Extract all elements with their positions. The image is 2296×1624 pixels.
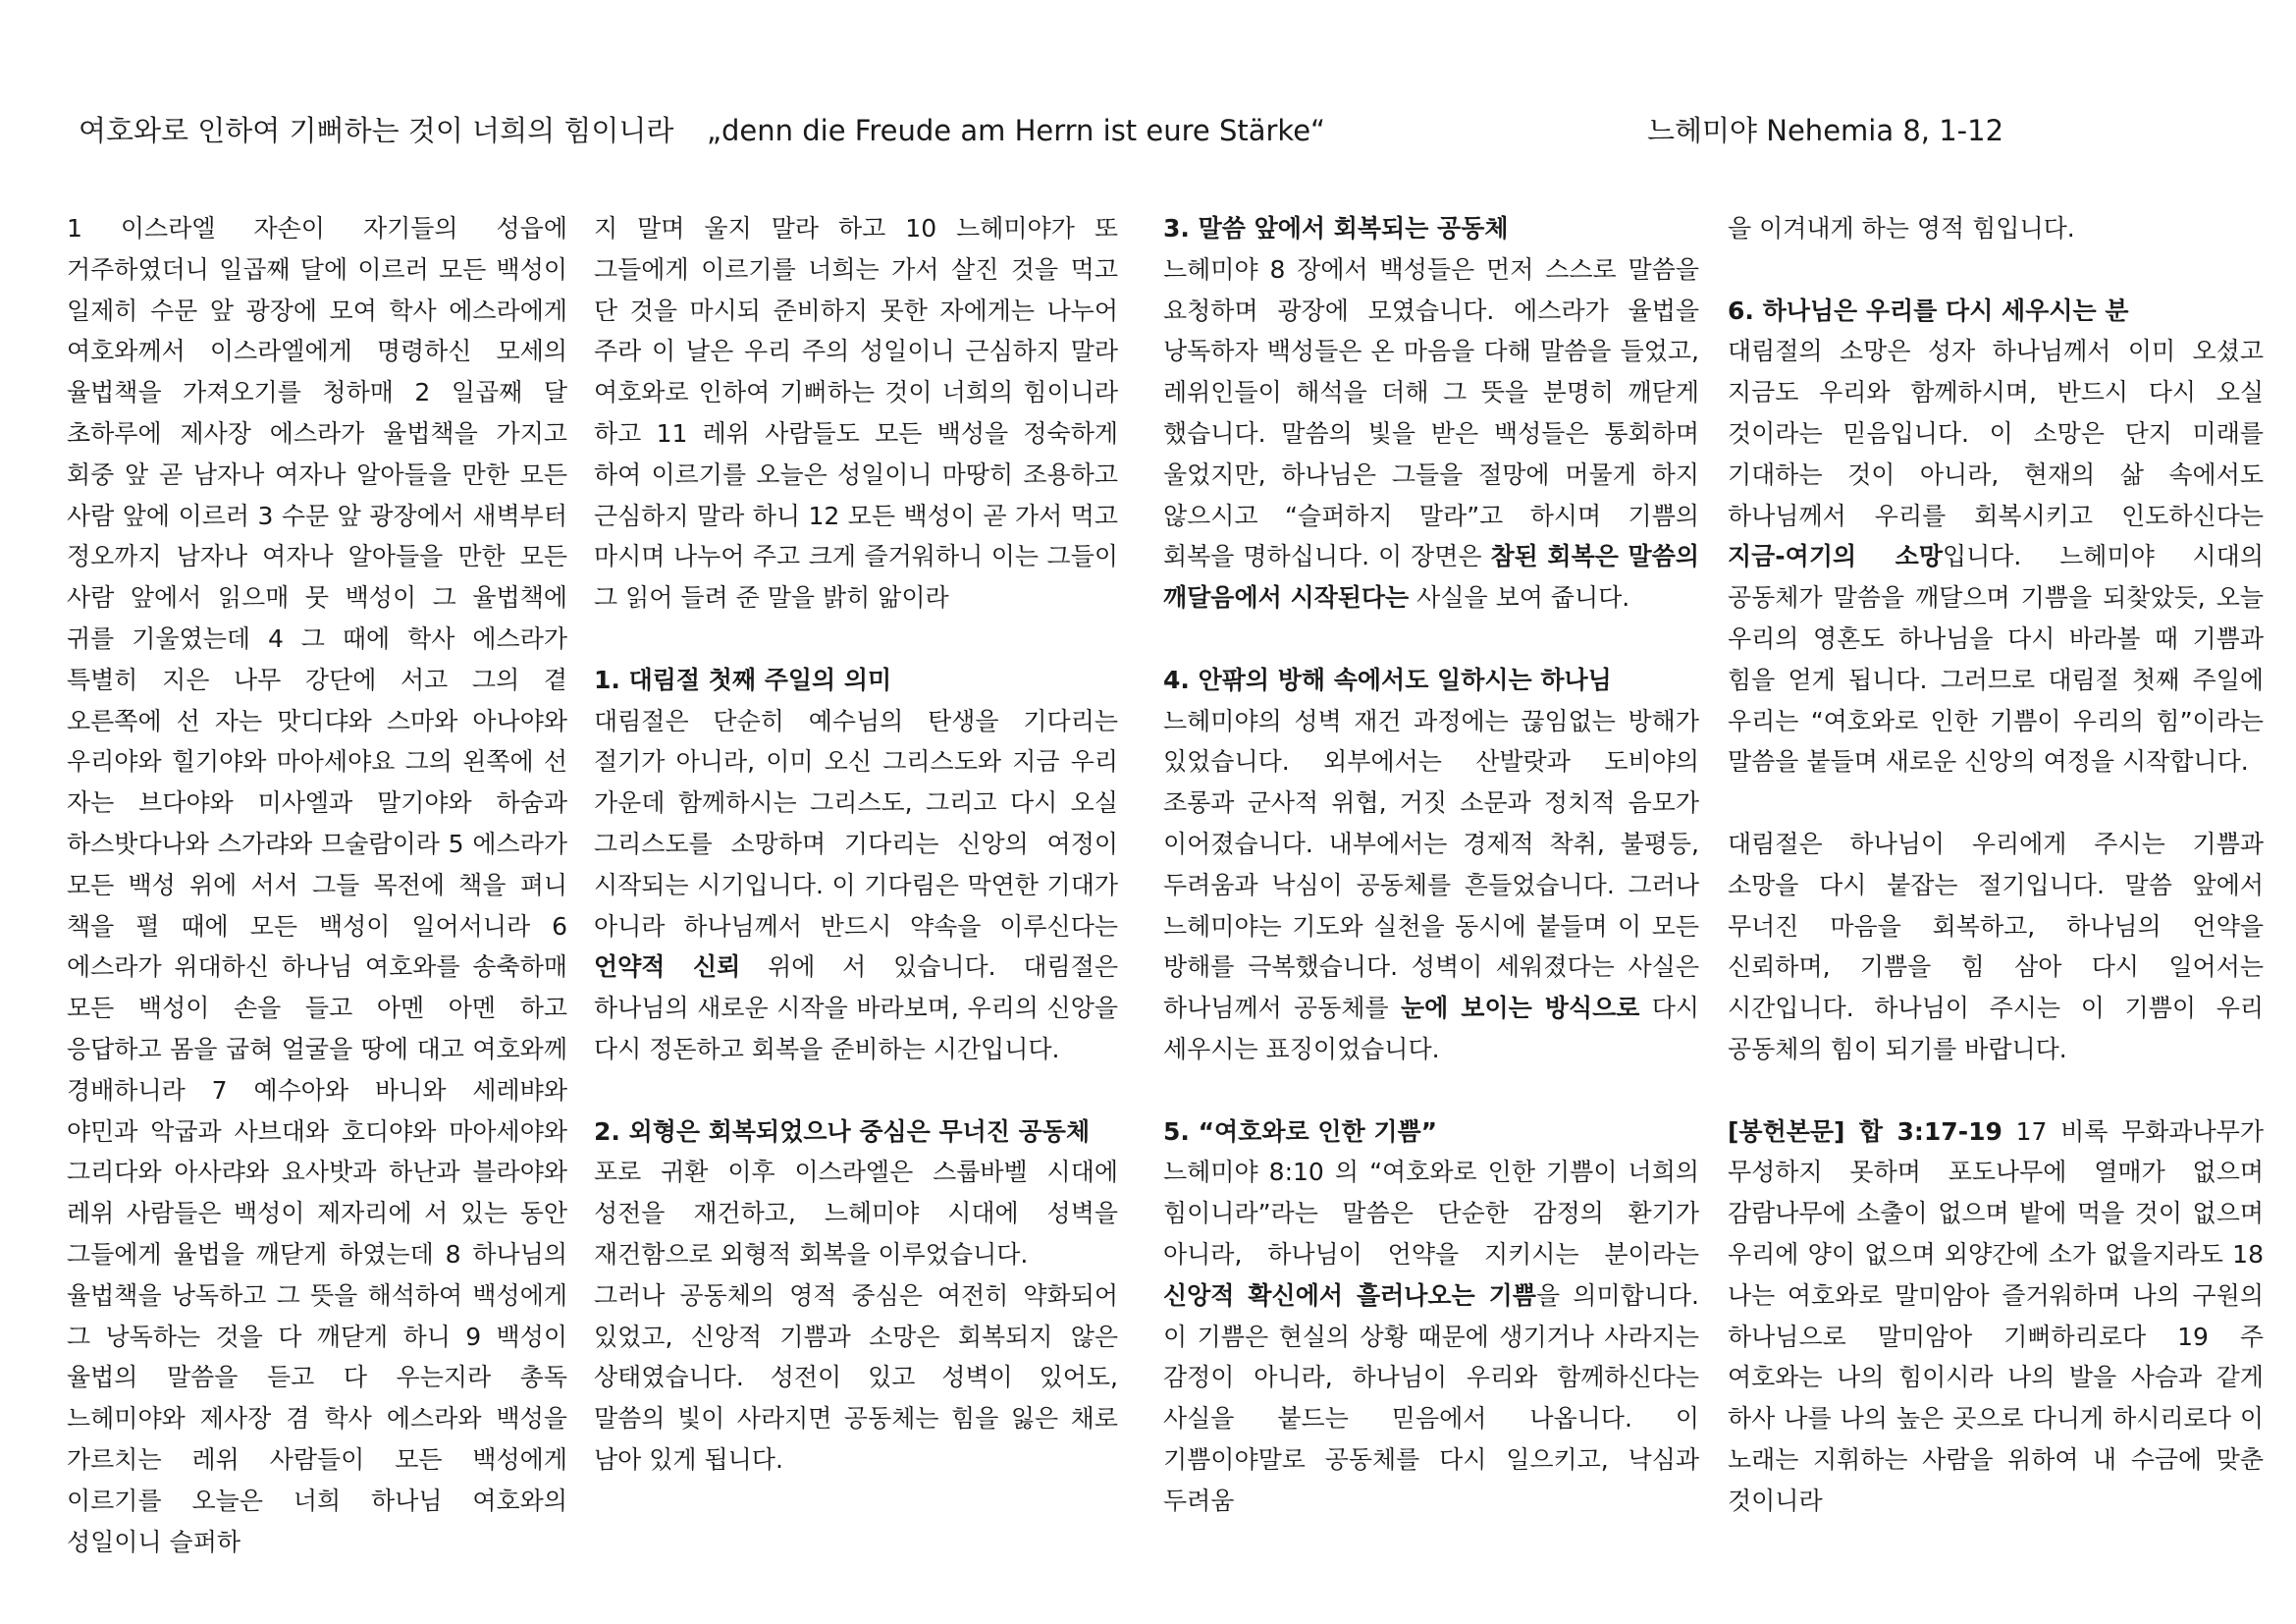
section-6-heading: 6. 하나님은 우리를 다시 세우시는 분 <box>1728 296 2129 325</box>
column-4 <box>1728 208 2264 1522</box>
section-6-emphasis: 지금-여기의 소망 <box>1728 542 1943 571</box>
section-2-body-1: 포로 귀환 이후 이스라엘은 스룹바벨 시대에 성전을 재건하고, 느헤미야 시대에 성벽을 재건함으로 외형적 회복을 이루었습니다. <box>594 1158 1118 1269</box>
section-6-body: 대림절의 소망은 성자 하나님께서 이미 오셨고 지금도 우리와 함께하시며, 반드시 다시 오실 것이라는 믿음입니다. 이 소망은 단지 미래를 기대하는 것이 아니라, 현재의 삶 속에서도 하나님께서 우리를 회복시키고 인도하신다는 지금-여기의 소망입니다. 느헤미야 시대의 공동체가 말씀을 깨달으며 기쁨을 되찾았듯, 오늘 우리의 영혼도 하나님을 다시 바라볼 때 기쁨과 힘을 얻게 됩니다. 그러므로 대림절 첫째 주일에 우리는 “여호와로 인한 기쁨이 우리의 힘”이라는 말씀을 붙들며 새로운 신앙의 여정을 시작합니다. <box>1728 337 2264 777</box>
section-4-body: 느헤미야의 성벽 재건 과정에는 끊임없는 방해가 있었습니다. 외부에서는 산발랏과 도비야의 조롱과 군사적 위협, 거짓 소문과 정치적 음모가 이어졌습니다. 내부에서는 경제적 착취, 불평등, 두려움과 낙심이 공동체를 흔들었습니다. 그러나 느헤미야는 기도와 실천을 동시에 붙들며 이 모든 방해를 극복했습니다. 성벽이 세워졌다는 사실은 하나님께서 공동체를 눈에 보이는 방식으로 다시 세우시는 표징이었습니다. <box>1163 706 1700 1063</box>
title-german: „denn die Freude am Herrn ist eure Stärke“ <box>707 114 1326 147</box>
offering-label: [봉헌본문] 합 3:17-19 <box>1728 1116 2002 1146</box>
section-4-emphasis: 눈에 보이는 방식으로 <box>1400 994 1640 1023</box>
section-2-heading: 2. 외형은 회복되었으나 중심은 무너진 공동체 <box>594 1116 1091 1146</box>
section-5-heading: 5. “여호와로 인한 기쁨” <box>1163 1116 1438 1146</box>
section-1-body: 대림절은 단순히 예수님의 탄생을 기다리는 절기가 아니라, 이미 오신 그리스도와 지금 우리 가운데 함께하시는 그리스도, 그리고 다시 오실 그리스도를 소망하며 기다리는 신앙의 여정이 시작되는 시기입니다. 이 기다림은 막연한 기대가 아니라 하나님께서 반드시 약속을 이루신다는 언약적 신뢰 위에 서 있습니다. 대림절은 하나님의 새로운 시작을 바라보며, 우리의 신앙을 다시 정돈하고 회복을 준비하는 시간입니다. <box>594 706 1118 1063</box>
closing-paragraph: 대림절은 하나님이 우리에게 주시는 기쁨과 소망을 다시 붙잡는 절기입니다. 말씀 앞에서 무너진 마음을 회복하고, 하나님의 언약을 신뢰하며, 기쁨을 힘 삼아 다시 일어서는 시간입니다. 하나님이 주시는 이 기쁨이 우리 공동체의 힘이 되기를 바랍니다. <box>1728 829 2264 1063</box>
column-2 <box>594 208 1118 1481</box>
section-3-body: 느헤미야 8 장에서 백성들은 먼저 스스로 말씀을 요청하며 광장에 모였습니다. 에스라가 율법을 낭독하자 백성들은 온 마음을 다해 말씀을 들었고, 레위인들이 해석을 더해 그 뜻을 분명히 깨닫게 했습니다. 말씀의 빛을 받은 백성들은 통회하며 울었지만, 하나님은 그들을 절망에 머물게 하지 않으시고 “슬퍼하지 말라”고 하시며 기쁨의 회복을 명하십니다. 이 장면은 참된 회복은 말씀의 깨달음에서 시작된다는 사실을 보여 줍니다. <box>1163 254 1699 613</box>
column-1 <box>67 208 567 1562</box>
section-5-body: 느헤미야 8:10 의 “여호와로 인한 기쁨이 너희의 힘이니라”라는 말씀은 단순한 감정의 환기가 아니라, 하나님이 언약을 지키시는 분이라는 신앙적 확신에서 흘러나오는 기쁨을 의미합니다. 이 기쁨은 현실의 상황 때문에 생기거나 사라지는 감정이 아니라, 하나님이 우리와 함께하신다는 사실을 붙드는 믿음에서 나옵니다. 이 기쁨이야말로 공동체를 다시 일으키고, 낙심과 두려움 <box>1163 1158 1699 1515</box>
scripture-text-part1: 1 이스라엘 자손이 자기들의 성읍에 거주하였더니 일곱째 달에 이르러 모든 백성이 일제히 수문 앞 광장에 모여 학사 에스라에게 여호와께서 이스라엘에게 명령하신 모세의 율법책을 가져오기를 청하매 2 일곱째 달 초하루에 제사장 에스라가 율법책을 가지고 회중 앞 곧 남자나 여자나 알아들을 만한 모든 사람 앞에 이르러 3 수문 앞 광장에서 새벽부터 정오까지 남자나 여자나 알아들을 만한 모든 사람 앞에서 읽으매 뭇 백성이 그 율법책에 귀를 기울였는데 4 그 때에 학사 에스라가 특별히 지은 나무 강단에 서고 그의 곁 오른쪽에 선 자는 맛디댜와 스마와 아나야와 우리야와 힐기야와 마아세야요 그의 왼쪽에 선 자는 브다야와 미사엘과 말기야와 하숨과 하스밧다나와 스가랴와 므술람이라 5 에스라가 모든 백성 위에 서서 그들 목전에 책을 펴니 책을 펼 때에 모든 백성이 일어서니라 6 에스라가 위대하신 하나님 여호와를 송축하매 모든 백성이 손을 들고 아멘 아멘 하고 응답하고 몸을 굽혀 얼굴을 땅에 대고 여호와께 경배하니라 7 예수아와 바니와 세레뱌와 야민과 악굽과 사브대와 호디야와 마아세야와 그리다와 아사랴와 요사밧과 하난과 블라야와 레위 사람들은 백성이 제자리에 서 있는 동안 그들에게 율법을 깨닫게 하였는데 8 하나님의 율법책을 낭독하고 그 뜻을 해석하여 백성에게 그 낭독하는 것을 다 깨닫게 하니 9 백성이 율법의 말씀을 듣고 다 우는지라 총독 느헤미야와 제사장 겸 학사 에스라와 백성을 가르치는 레위 사람들이 모든 백성에게 이르기를 오늘은 너희 하나님 여호와의 성일이니 슬퍼하 <box>67 214 567 1556</box>
section-3-emphasis: 참된 회복은 말씀의 깨달음에서 시작된다는 <box>1163 542 1699 613</box>
page-header <box>79 106 2238 155</box>
scripture-reference: 느헤미야 Nehemia 8, 1-12 <box>1647 114 2004 147</box>
section-5-emphasis: 신앙적 확신에서 흘러나오는 기쁨 <box>1163 1280 1536 1310</box>
section-5-body-continued: 을 이겨내게 하는 영적 힘입니다. <box>1728 214 2075 243</box>
section-2-body-2: 그러나 공동체의 영적 중심은 여전히 약화되어 있었고, 신앙적 기쁨과 소망은 회복되지 않은 상태였습니다. 성전이 있고 성벽이 있어도, 말씀의 빛이 사라지면 공동체는 힘을 잃은 채로 남아 있게 됩니다. <box>594 1280 1118 1474</box>
section-1-emphasis: 언약적 신뢰 <box>594 952 741 982</box>
column-3 <box>1163 208 1699 1522</box>
offering-scripture: [봉헌본문] 합 3:17-19 17 비록 무화과나무가 무성하지 못하며 포도나무에 열매가 없으며 감람나무에 소출이 없으며 밭에 먹을 것이 없으며 우리에 양이 없으며 외양간에 소가 없을지라도 18 나는 여호와로 말미암아 즐거워하며 나의 구원의 하나님으로 말미암아 기뻐하리로다 19 주 여호와는 나의 힘이시라 나의 발을 사슴과 같게 하사 나를 나의 높은 곳으로 다니게 하시리로다 이 노래는 지휘하는 사람을 위하여 내 수금에 맞춘 것이니라 <box>1728 1116 2264 1515</box>
scripture-text-part2: 지 말며 울지 말라 하고 10 느헤미야가 또 그들에게 이르기를 너희는 가서 살진 것을 먹고 단 것을 마시되 준비하지 못한 자에게는 나누어 주라 이 날은 우리 주의 성일이니 근심하지 말라 여호와로 인하여 기뻐하는 것이 너희의 힘이니라 하고 11 레위 사람들도 모든 백성을 정숙하게 하여 이르기를 오늘은 성일이니 마땅히 조용하고 근심하지 말라 하니 12 모든 백성이 곧 가서 먹고 마시며 나누어 주고 크게 즐거워하니 이는 그들이 그 읽어 들려 준 말을 밝히 앎이라 <box>594 214 1118 613</box>
section-4-heading: 4. 안팎의 방해 속에서도 일하시는 하나님 <box>1163 665 1612 694</box>
title-korean: 여호와로 인하여 기뻐하는 것이 너희의 힘이니라 <box>79 114 674 147</box>
section-3-heading: 3. 말씀 앞에서 회복되는 공동체 <box>1163 214 1509 243</box>
section-1-heading: 1. 대림절 첫째 주일의 의미 <box>594 665 892 694</box>
